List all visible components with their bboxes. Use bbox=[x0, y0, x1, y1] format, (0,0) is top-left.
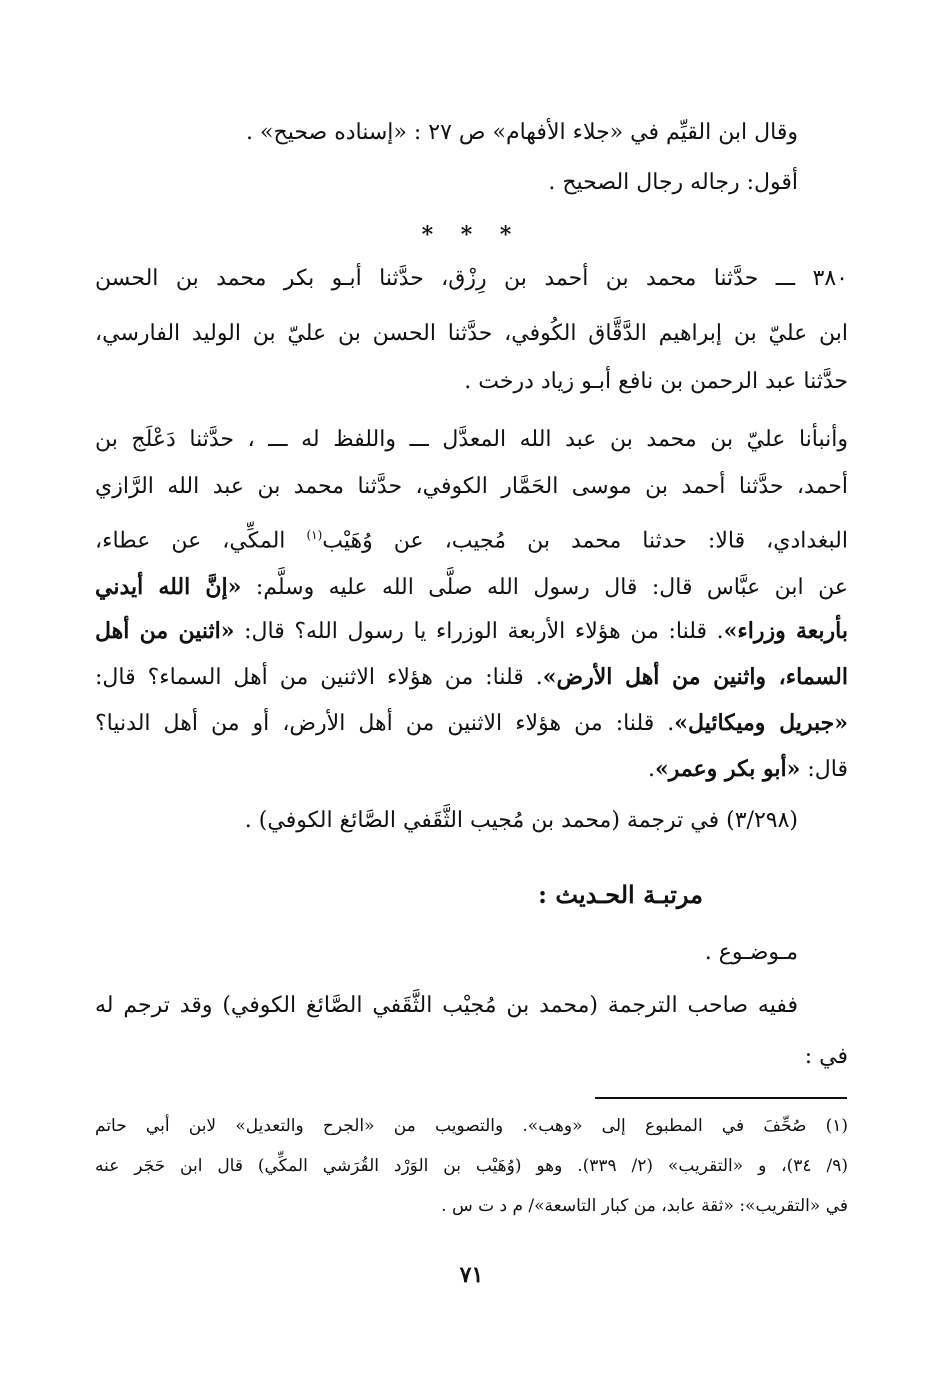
text-line bbox=[95, 614, 848, 649]
text-line bbox=[95, 518, 848, 558]
text-span: . قلنا: من هؤلاء الاثنين من أهل الأرض، أو من أهل الدنيا؟ bbox=[95, 711, 675, 736]
text-span: المكِّي، عن عطاء، bbox=[95, 528, 307, 554]
hadith-text: بأربعة وزراء» bbox=[723, 618, 848, 644]
footnote-divider bbox=[595, 1097, 847, 1099]
verdict-text: مـوضـوع . bbox=[704, 940, 798, 965]
text-line: ٣٨٠ ـــ حدَّثنا محمد بن أحمد بن رِزْق، حدَّثنا أبـو بكر محمد بن الحسن bbox=[95, 266, 848, 291]
text-span: . bbox=[647, 757, 655, 782]
text-line: ففيه صاحب الترجمة (محمد بن مُجيْب الثَّقَفي الصَّائغ الكوفي) وقد ترجم له bbox=[95, 993, 798, 1018]
footnote-ref: (١) bbox=[306, 528, 323, 542]
hadith-text: «إنَّ الله أيدني bbox=[95, 574, 242, 600]
text-line: ابن عليّ بن إبراهيم الدَّقَّاق الكُوفي، حدَّثنا الحسن بن عليّ بن الوليد الفارسي، bbox=[95, 321, 848, 346]
text-line: في : bbox=[804, 1044, 848, 1069]
text-span: عن ابن عبَّاس قال: قال رسول الله صلَّى الله عليه وسلَّم: bbox=[241, 575, 848, 600]
page-number: ٧١ bbox=[459, 1262, 484, 1288]
hadith-text: «أبو بكر وعمر» bbox=[654, 756, 801, 782]
text-line: حدَّثنا عبد الرحمن بن نافع أبـو زياد درخت . bbox=[464, 369, 848, 394]
section-heading: مرتبـة الحـديث : bbox=[538, 880, 703, 909]
text-line bbox=[648, 752, 848, 787]
text-span: . قلنا: من هؤلاء الأربعة الوزراء يا رسول الله؟ قال: bbox=[234, 619, 724, 644]
section-separator: * * * bbox=[421, 222, 522, 248]
text-line bbox=[95, 660, 848, 695]
text-line: أقول: رجاله رجال الصحيح . bbox=[548, 170, 798, 195]
footnote-line: (٩/ ٣٤)، و «التقريب» (٢/ ٣٣٩). وهو (وُهَيْب بن الوَرْد القُرَشي المكِّي) قال ابن حَجَر عنه bbox=[95, 1156, 848, 1176]
hadith-text: السماء، واثنين من أهل الأرض» bbox=[542, 664, 848, 690]
text-line: وقال ابن القيِّم في «جلاء الأفهام» ص ٢٧ : «إسناده صحيح» . bbox=[246, 120, 798, 145]
text-span: . قلنا: من هؤلاء الاثنين من أهل السماء؟ قال: bbox=[95, 665, 543, 690]
hadith-text: «اثنين من أهل bbox=[95, 618, 235, 644]
hadith-text: «جبريل وميكائيل» bbox=[674, 710, 848, 736]
text-span: البغدادي، قالا: حدثنا محمد بن مُجيب، عن وُهَيْب bbox=[322, 528, 848, 554]
text-line: وأنبأنا عليّ بن محمد بن عبد الله المعدَّل ـــ واللفظ له ـــ ، حدَّثنا دَعْلَج بن bbox=[95, 427, 848, 452]
text-line bbox=[95, 570, 848, 605]
text-line: (٣/٢٩٨) في ترجمة (محمد بن مُجيب الثَّقَفي الصَّائغ الكوفي) . bbox=[244, 808, 798, 833]
footnote-line: (١) صُحِّفَ في المطبوع إلى «وهب». والتصويب من «الجرح والتعديل» لابن أبي حاتم bbox=[95, 1116, 848, 1136]
footnote-line: في «التقريب»: «ثقة عابد، من كبار التاسعة»/ م د ت س . bbox=[441, 1196, 848, 1216]
text-span: قال: bbox=[800, 757, 848, 782]
text-line: أحمد، حدَّثنا أحمد بن موسى الحَمَّار الكوفي، حدَّثنا محمد بن عبد الله الرَّازي bbox=[95, 474, 848, 499]
text-line bbox=[95, 706, 848, 741]
